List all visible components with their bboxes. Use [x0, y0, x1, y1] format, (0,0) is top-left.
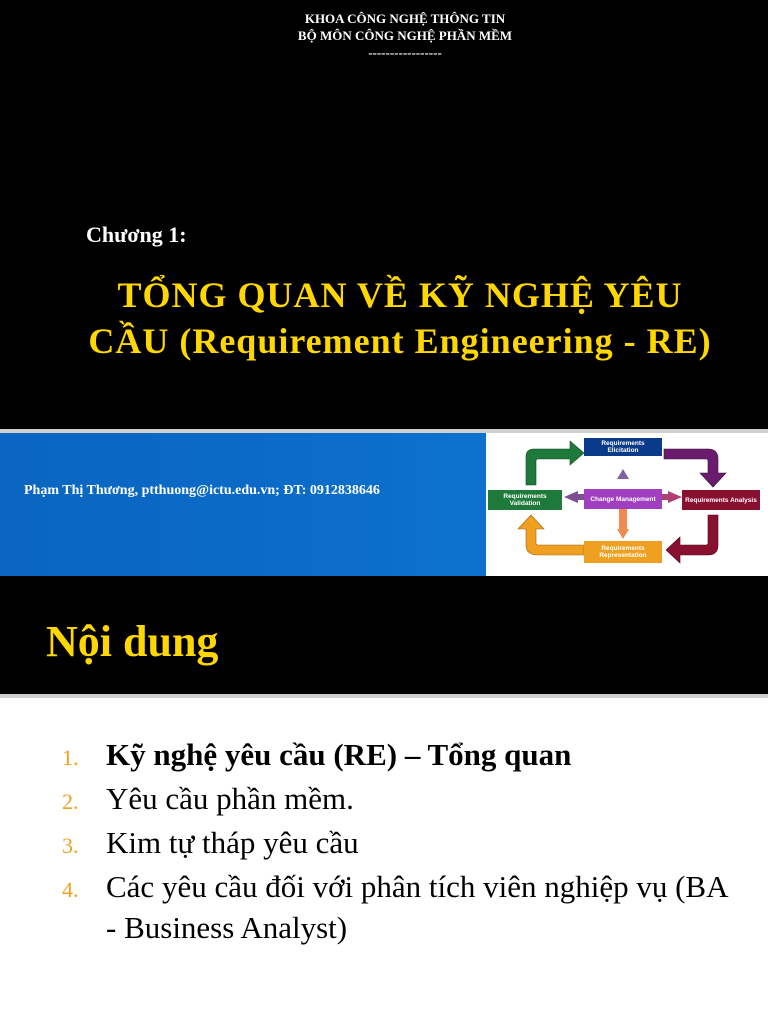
change-management-box: Change Management — [584, 489, 662, 509]
arrow-elicitation-to-analysis — [664, 449, 726, 487]
footer-band — [0, 433, 768, 576]
arrow-analysis-to-representation — [666, 515, 718, 563]
arrow-representation-to-validation — [518, 515, 584, 555]
requirements-validation-box: Requirements Validation — [488, 490, 562, 510]
list-item — [62, 822, 742, 866]
list-text: Các yêu cầu đối với phân tích viên nghiệp vụ (BA - Business Analyst) — [106, 869, 727, 945]
contents-list — [62, 734, 742, 948]
list-number: 3. — [62, 833, 79, 858]
divider-line — [0, 694, 768, 698]
arrow-up-connector — [617, 469, 629, 479]
arrow-right-connector — [662, 491, 682, 503]
contents-slide — [0, 576, 768, 1024]
list-number: 4. — [62, 877, 79, 902]
list-number: 1. — [62, 745, 79, 770]
list-text: Kỹ nghệ yêu cầu (RE) – Tổng quan — [106, 737, 572, 772]
chapter-label: Chương 1: — [86, 222, 187, 247]
title-line-1: TỔNG QUAN VỀ KỸ NGHỆ YÊU — [117, 275, 683, 315]
department-header — [0, 10, 768, 61]
department-name: BỘ MÔN CÔNG NGHỆ PHẦN MỀM — [297, 28, 513, 43]
author-panel — [0, 433, 486, 576]
requirements-representation-box: Requirements Representation — [584, 541, 662, 563]
list-item — [62, 778, 742, 822]
list-item — [62, 866, 742, 948]
contents-title: Nội dung — [46, 617, 219, 666]
faculty-name: KHOA CÔNG NGHỆ THÔNG TIN — [304, 11, 506, 26]
contents-header — [0, 576, 768, 694]
header-separator: ----------------- — [368, 45, 442, 60]
arrow-down-connector — [617, 509, 629, 539]
requirements-elicitation-box: Requirements Elicitation — [584, 438, 662, 456]
requirements-analysis-box: Requirements Analysis — [682, 490, 760, 510]
arrow-validation-to-elicitation — [526, 441, 584, 485]
title-line-2: CẦU (Requirement Engineering - RE) — [88, 321, 712, 361]
list-item — [62, 734, 742, 778]
list-text: Kim tự tháp yêu cầu — [106, 825, 359, 860]
slide-title — [0, 272, 768, 364]
list-text: Yêu cầu phần mềm. — [106, 781, 354, 816]
arrow-left-connector — [564, 491, 584, 503]
list-number: 2. — [62, 789, 79, 814]
re-process-diagram — [486, 433, 768, 576]
author-info: Phạm Thị Thương, ptthuong@ictu.edu.vn; ĐT: 0912838646 — [24, 483, 380, 498]
